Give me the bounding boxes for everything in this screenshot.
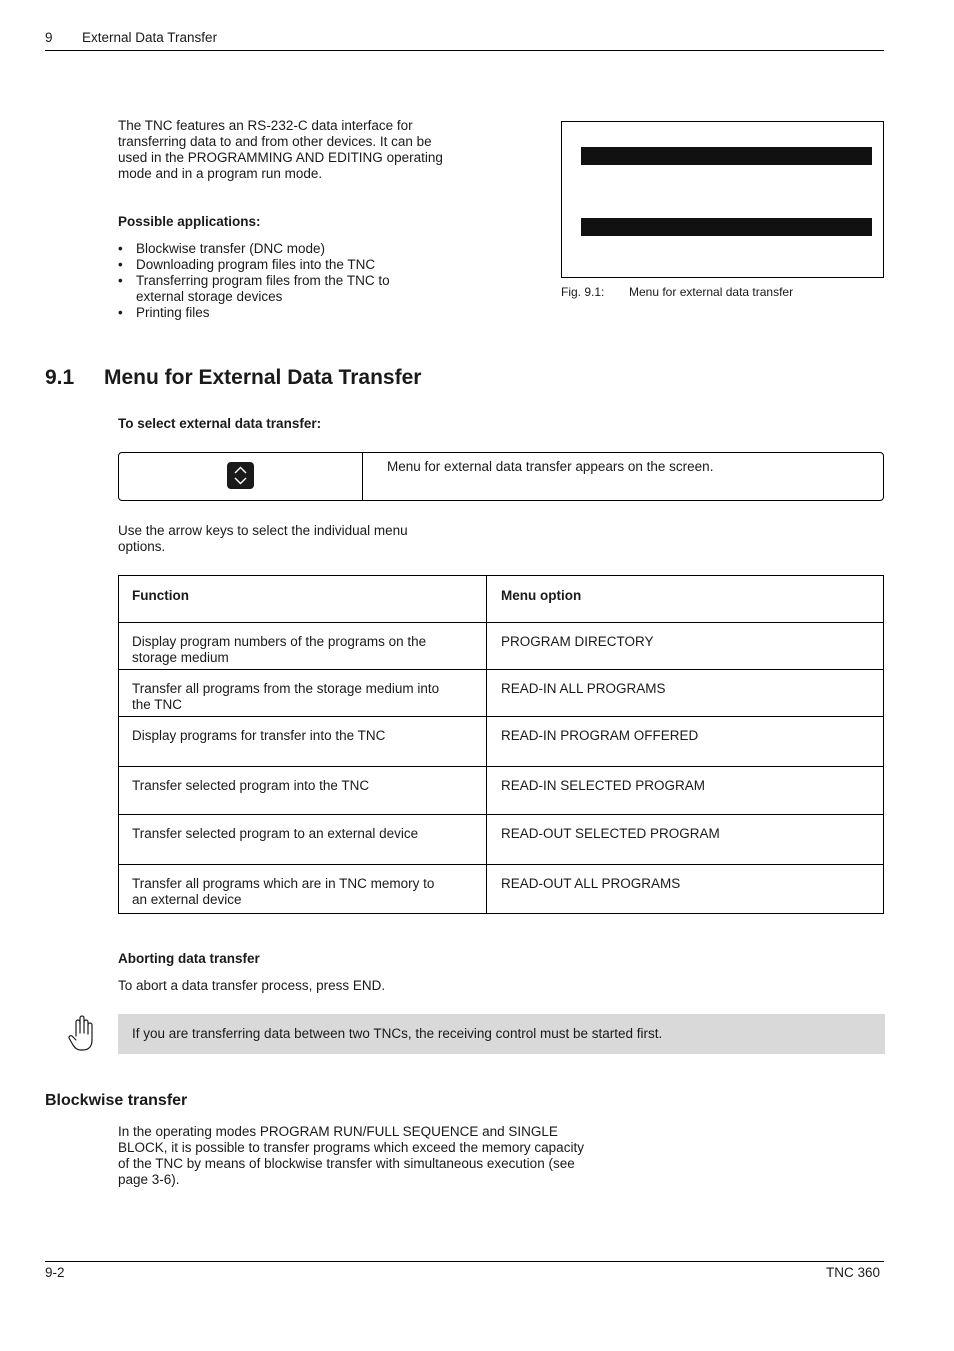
aborting-heading: Aborting data transfer	[118, 951, 260, 966]
table-header-row	[119, 576, 884, 623]
section-title-text: Menu for External Data Transfer	[104, 366, 422, 389]
arrow-key-icon	[227, 462, 254, 489]
applications-heading: Possible applications:	[118, 214, 261, 229]
key-description: Menu for external data transfer appears on the screen.	[387, 459, 714, 474]
intro-paragraph: The TNC features an RS-232-C data interface for transferring data to and from other devices. It can be used in the PROGRAMMING AND EDITING operating mode and in a program run mode.	[118, 118, 443, 181]
note-box	[118, 1014, 885, 1054]
footer-rule	[45, 1261, 884, 1262]
option-cell: READ-IN SELECTED PROGRAM	[487, 767, 884, 815]
chapter-title: External Data Transfer	[82, 30, 218, 45]
table-row	[119, 670, 884, 717]
screen-highlight-bar	[581, 218, 872, 236]
list-item: • Blockwise transfer (DNC mode)	[118, 241, 438, 257]
function-cell: Transfer selected program into the TNC	[132, 778, 370, 793]
header-rule	[45, 50, 884, 51]
table-row	[119, 623, 884, 670]
section-number: 9.1	[45, 366, 75, 389]
option-cell: PROGRAM DIRECTORY	[487, 623, 884, 670]
note-text: If you are transferring data between two TNCs, the receiving control must be started first.	[132, 1026, 663, 1041]
function-cell: Transfer all programs which are in TNC memory to an external device	[132, 876, 435, 907]
table-row	[119, 767, 884, 815]
option-cell: READ-OUT ALL PROGRAMS	[487, 865, 884, 914]
section-title	[45, 366, 421, 390]
option-cell: READ-IN ALL PROGRAMS	[487, 670, 884, 717]
list-item: • Printing files	[118, 305, 438, 321]
function-cell: Display programs for transfer into the TNC	[132, 728, 386, 743]
key-instruction-box	[118, 452, 884, 501]
select-heading: To select external data transfer:	[118, 416, 322, 431]
column-header-menu-option: Menu option	[487, 576, 884, 623]
table-row	[119, 865, 884, 914]
blockwise-paragraph: In the operating modes PROGRAM RUN/FULL SEQUENCE and SINGLE BLOCK, it is possible to transfer programs which exceed the memory capacity of the TNC by means of blockwise transfer with simultaneous execution (see page 3-6).	[118, 1124, 584, 1187]
figure-caption: Menu for external data transfer	[629, 285, 794, 299]
function-cell: Transfer all programs from the storage medium into the TNC	[132, 681, 440, 712]
aborting-text: To abort a data transfer process, press END.	[118, 978, 386, 993]
page-number: 9-2	[45, 1265, 65, 1280]
option-cell: READ-IN PROGRAM OFFERED	[487, 717, 884, 767]
figure-screen	[561, 121, 884, 278]
list-item: • Transferring program files from the TNC to external storage devices	[118, 273, 438, 305]
table-row	[119, 815, 884, 865]
key-box-divider	[362, 453, 363, 500]
function-cell: Display program numbers of the programs on the storage medium	[132, 634, 427, 665]
column-header-function: Function	[119, 576, 487, 623]
subsection-title: Blockwise transfer	[45, 1092, 188, 1109]
option-cell: READ-OUT SELECTED PROGRAM	[487, 815, 884, 865]
screen-highlight-bar	[581, 147, 872, 165]
applications-list	[118, 241, 438, 321]
menu-options-table	[118, 575, 884, 914]
figure-number: Fig. 9.1:	[561, 285, 605, 299]
pointing-hand-icon	[66, 1014, 96, 1054]
list-item: • Downloading program files into the TNC	[118, 257, 438, 273]
chapter-number: 9	[45, 30, 53, 45]
arrow-keys-note: Use the arrow keys to select the individual menu options.	[118, 523, 408, 554]
product-name: TNC 360	[826, 1265, 881, 1280]
table-row	[119, 717, 884, 767]
function-cell: Transfer selected program to an external device	[132, 826, 419, 841]
